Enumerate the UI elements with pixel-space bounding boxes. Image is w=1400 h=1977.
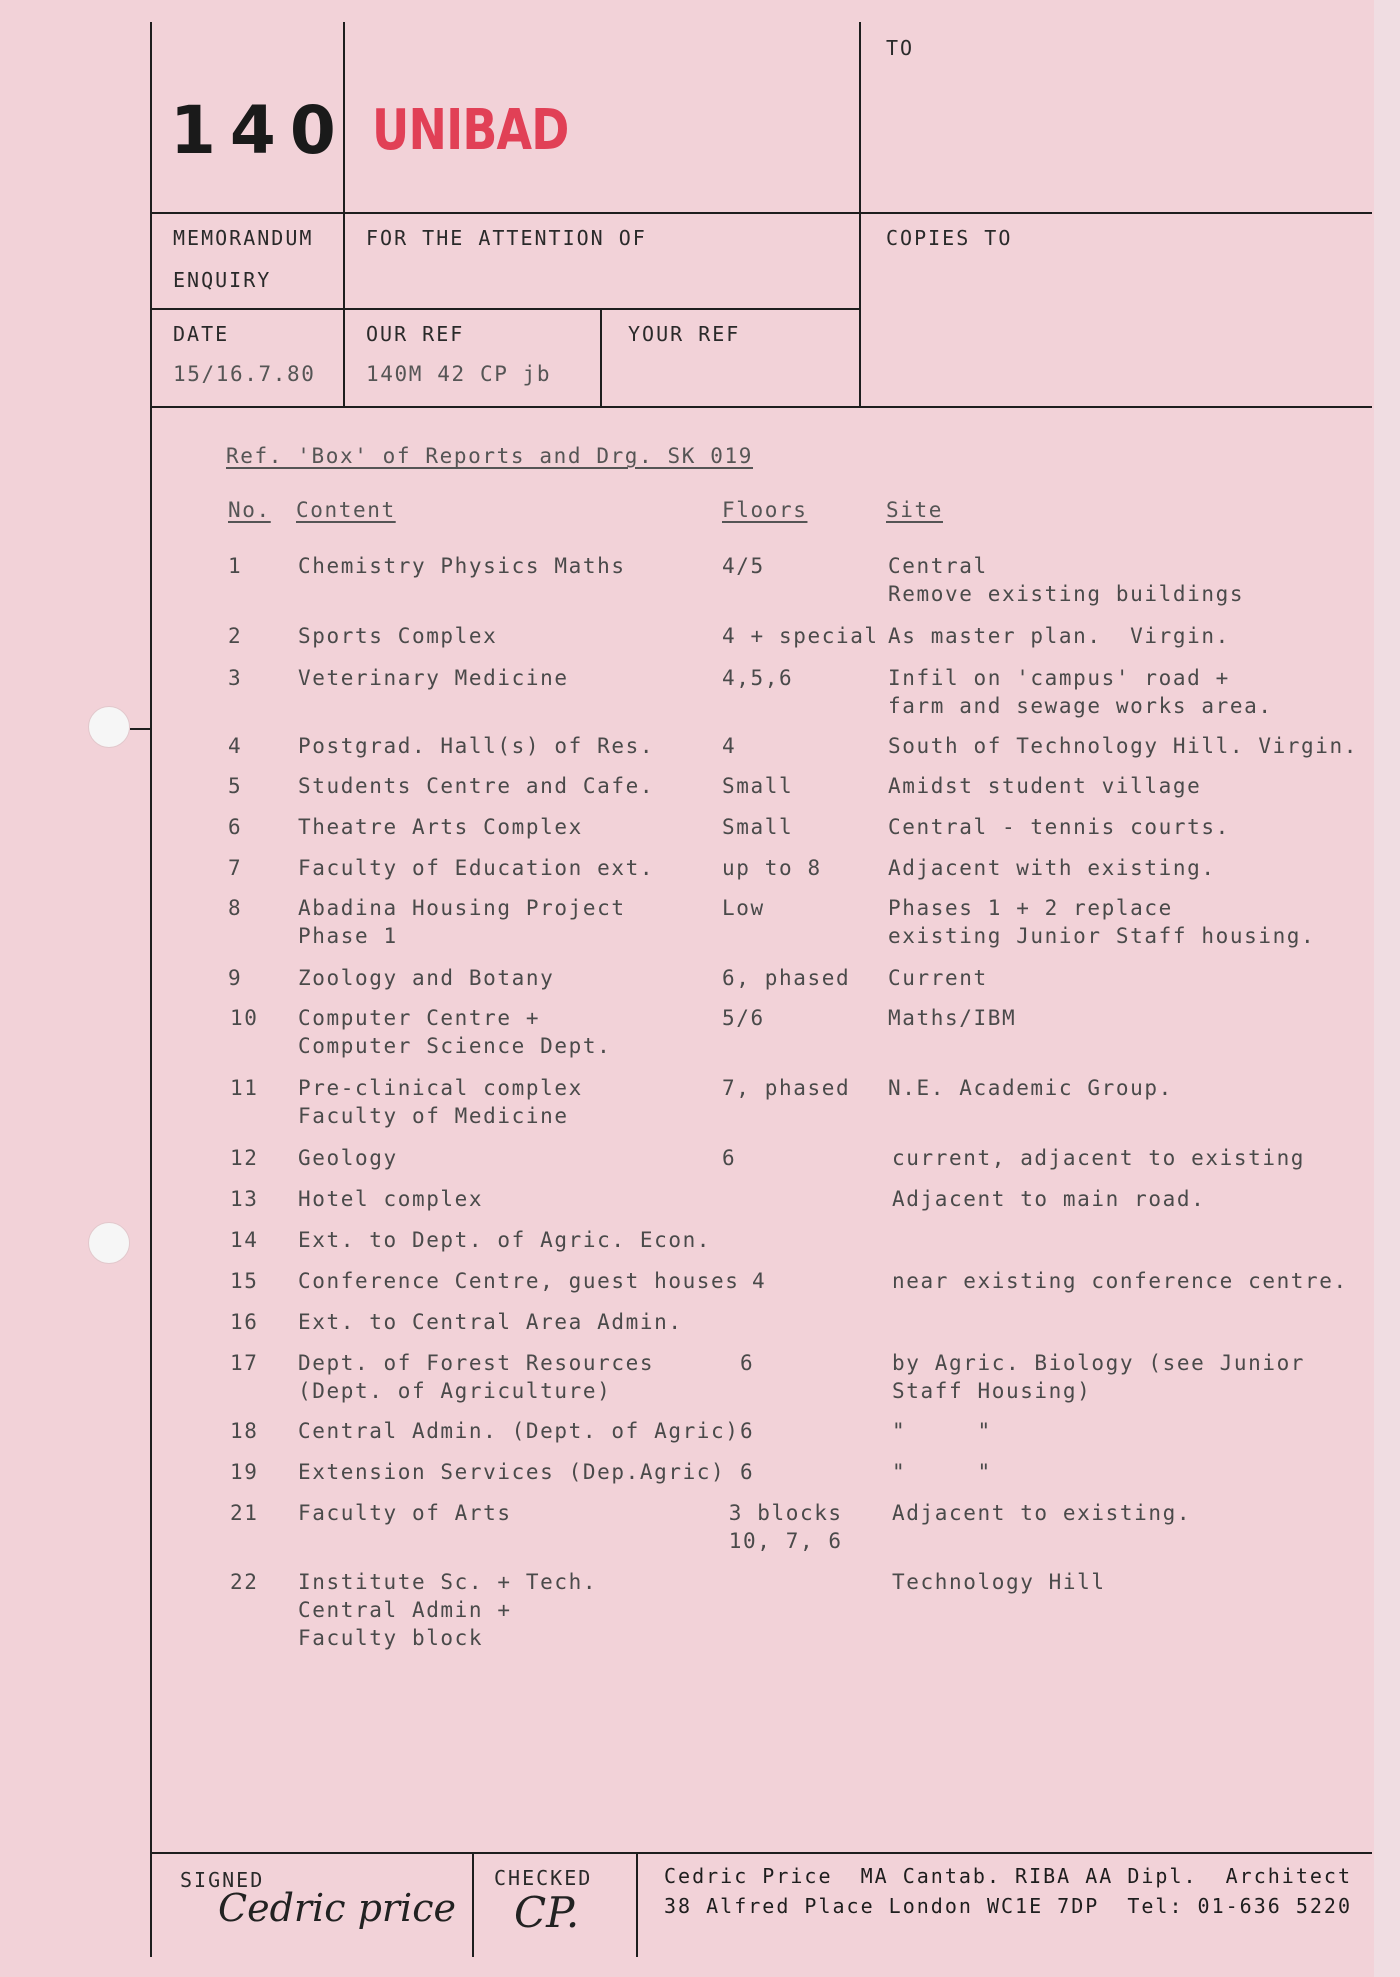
row-floors: 6 bbox=[722, 1146, 737, 1170]
row-number: 7 bbox=[228, 856, 243, 880]
our-ref-value: 140M 42 CP jb bbox=[366, 362, 552, 386]
row-site: Adjacent to existing. bbox=[892, 1501, 1192, 1525]
attention-label: FOR THE ATTENTION OF bbox=[366, 226, 647, 250]
row-content: Chemistry Physics Maths bbox=[298, 554, 626, 578]
row-content: Postgrad. Hall(s) of Res. bbox=[298, 734, 655, 758]
row-number: 14 bbox=[230, 1228, 259, 1252]
divider bbox=[343, 308, 345, 408]
row-number: 8 bbox=[228, 896, 243, 920]
your-ref-label: YOUR REF bbox=[628, 322, 741, 346]
row-content: Hotel complex bbox=[298, 1187, 484, 1211]
to-label: TO bbox=[886, 36, 915, 60]
date-label: DATE bbox=[173, 322, 230, 346]
row-floors: 6, phased bbox=[722, 966, 851, 990]
row-content: Computer Centre + Computer Science Dept. bbox=[298, 1006, 612, 1058]
row-site: Current bbox=[888, 966, 988, 990]
row-site: Maths/IBM bbox=[888, 1006, 1017, 1030]
row-site: Adjacent to main road. bbox=[892, 1187, 1206, 1211]
punch-hole bbox=[88, 1222, 130, 1264]
row-floors: 4,5,6 bbox=[722, 666, 794, 690]
column-content-header: Content bbox=[296, 498, 396, 522]
row-floors: 4 + special bbox=[722, 624, 879, 648]
checked-initials: CP. bbox=[514, 1888, 580, 1937]
column-floors-header: Floors bbox=[722, 498, 808, 522]
divider bbox=[150, 308, 861, 310]
unibad-stamp: UNIBAD bbox=[372, 98, 569, 163]
row-number: 22 bbox=[230, 1570, 259, 1594]
row-site: N.E. Academic Group. bbox=[888, 1076, 1173, 1100]
row-number: 2 bbox=[228, 624, 243, 648]
row-site: Phases 1 + 2 replace existing Junior Staff housing. bbox=[888, 896, 1316, 948]
row-number: 10 bbox=[230, 1006, 259, 1030]
column-site-header: Site bbox=[886, 498, 943, 522]
row-site: Infil on 'campus' road + farm and sewage works area. bbox=[888, 666, 1273, 718]
row-number: 11 bbox=[230, 1076, 259, 1100]
our-ref-label: OUR REF bbox=[366, 322, 465, 346]
row-content: Geology bbox=[298, 1146, 398, 1170]
row-number: 13 bbox=[230, 1187, 259, 1211]
row-floors: Small bbox=[722, 774, 794, 798]
memo-number: 140 bbox=[170, 92, 350, 169]
row-floors: 4 bbox=[722, 734, 737, 758]
checked-label: CHECKED bbox=[494, 1866, 593, 1890]
row-content: Faculty of Education ext. bbox=[298, 856, 655, 880]
row-number: 19 bbox=[230, 1460, 259, 1484]
row-number: 6 bbox=[228, 815, 243, 839]
row-site: As master plan. Virgin. bbox=[888, 624, 1230, 648]
copies-to-label: COPIES TO bbox=[886, 226, 1013, 250]
architect-firm-line: Cedric Price MA Cantab. RIBA AA Dipl. Architect bbox=[664, 1864, 1353, 1888]
divider bbox=[150, 1852, 1372, 1854]
row-site: Amidst student village bbox=[888, 774, 1202, 798]
row-number: 5 bbox=[228, 774, 243, 798]
row-floors: 3 blocks 10, 7, 6 bbox=[728, 1501, 843, 1553]
row-number: 21 bbox=[230, 1501, 259, 1525]
row-floors: 5/6 bbox=[722, 1006, 765, 1030]
signed-label: SIGNED bbox=[180, 1868, 265, 1892]
row-content: Sports Complex bbox=[298, 624, 498, 648]
row-content: Abadina Housing Project Phase 1 bbox=[298, 896, 626, 948]
row-content: Central Admin. (Dept. of Agric) bbox=[298, 1419, 740, 1443]
signature: Cedric price bbox=[218, 1886, 456, 1930]
divider bbox=[472, 1852, 474, 1957]
row-content: Theatre Arts Complex bbox=[298, 815, 583, 839]
row-number: 1 bbox=[228, 554, 243, 578]
row-floors: 6 bbox=[740, 1419, 755, 1443]
row-content: Faculty of Arts bbox=[298, 1501, 512, 1525]
row-site: Central - tennis courts. bbox=[888, 815, 1230, 839]
row-site: near existing conference centre. bbox=[892, 1269, 1348, 1293]
divider bbox=[150, 212, 1372, 214]
row-site: " " bbox=[892, 1419, 992, 1443]
row-content: Veterinary Medicine bbox=[298, 666, 569, 690]
divider bbox=[150, 406, 1372, 408]
row-number: 12 bbox=[230, 1146, 259, 1170]
row-content: Extension Services (Dep.Agric) bbox=[298, 1460, 726, 1484]
row-site: current, adjacent to existing bbox=[892, 1146, 1306, 1170]
divider bbox=[636, 1852, 638, 1957]
row-floors: 6 bbox=[740, 1460, 755, 1484]
row-site: Technology Hill bbox=[892, 1570, 1106, 1594]
row-site: " " bbox=[892, 1460, 992, 1484]
row-floors: Low bbox=[722, 896, 765, 920]
row-floors: 4 bbox=[752, 1269, 767, 1293]
punch-hole bbox=[88, 706, 130, 748]
architect-address-line: 38 Alfred Place London WC1E 7DP Tel: 01-636 5220 bbox=[664, 1894, 1353, 1918]
row-content: Ext. to Dept. of Agric. Econ. bbox=[298, 1228, 712, 1252]
row-content: Conference Centre, guest houses bbox=[298, 1269, 740, 1293]
row-site: South of Technology Hill. Virgin. bbox=[888, 734, 1359, 758]
fold-mark bbox=[130, 728, 152, 730]
row-content: Students Centre and Cafe. bbox=[298, 774, 655, 798]
row-content: Ext. to Central Area Admin. bbox=[298, 1310, 683, 1334]
row-number: 9 bbox=[228, 966, 243, 990]
row-site: Adjacent with existing. bbox=[888, 856, 1216, 880]
date-value: 15/16.7.80 bbox=[173, 362, 316, 386]
row-floors: 7, phased bbox=[722, 1076, 851, 1100]
row-floors: up to 8 bbox=[722, 856, 822, 880]
row-number: 16 bbox=[230, 1310, 259, 1334]
row-content: Zoology and Botany bbox=[298, 966, 555, 990]
row-number: 15 bbox=[230, 1269, 259, 1293]
row-floors: 6 bbox=[740, 1351, 755, 1375]
memorandum-label: MEMORANDUM bbox=[173, 226, 314, 250]
divider bbox=[600, 308, 602, 408]
row-content: Pre-clinical complex Faculty of Medicine bbox=[298, 1076, 583, 1128]
row-content: Dept. of Forest Resources (Dept. of Agriculture) bbox=[298, 1351, 655, 1403]
row-number: 17 bbox=[230, 1351, 259, 1375]
row-site: by Agric. Biology (see Junior Staff Housing) bbox=[892, 1351, 1306, 1403]
enquiry-label: ENQUIRY bbox=[173, 268, 272, 292]
row-number: 3 bbox=[228, 666, 243, 690]
row-floors: Small bbox=[722, 815, 794, 839]
column-no-header: No. bbox=[228, 498, 271, 522]
row-number: 4 bbox=[228, 734, 243, 758]
row-number: 18 bbox=[230, 1419, 259, 1443]
row-floors: 4/5 bbox=[722, 554, 765, 578]
row-site: Central Remove existing buildings bbox=[888, 554, 1245, 606]
row-content: Institute Sc. + Tech. Central Admin + Faculty block bbox=[298, 1570, 598, 1650]
reference-heading: Ref. 'Box' of Reports and Drg. SK 019 bbox=[226, 444, 753, 468]
divider bbox=[859, 22, 861, 408]
